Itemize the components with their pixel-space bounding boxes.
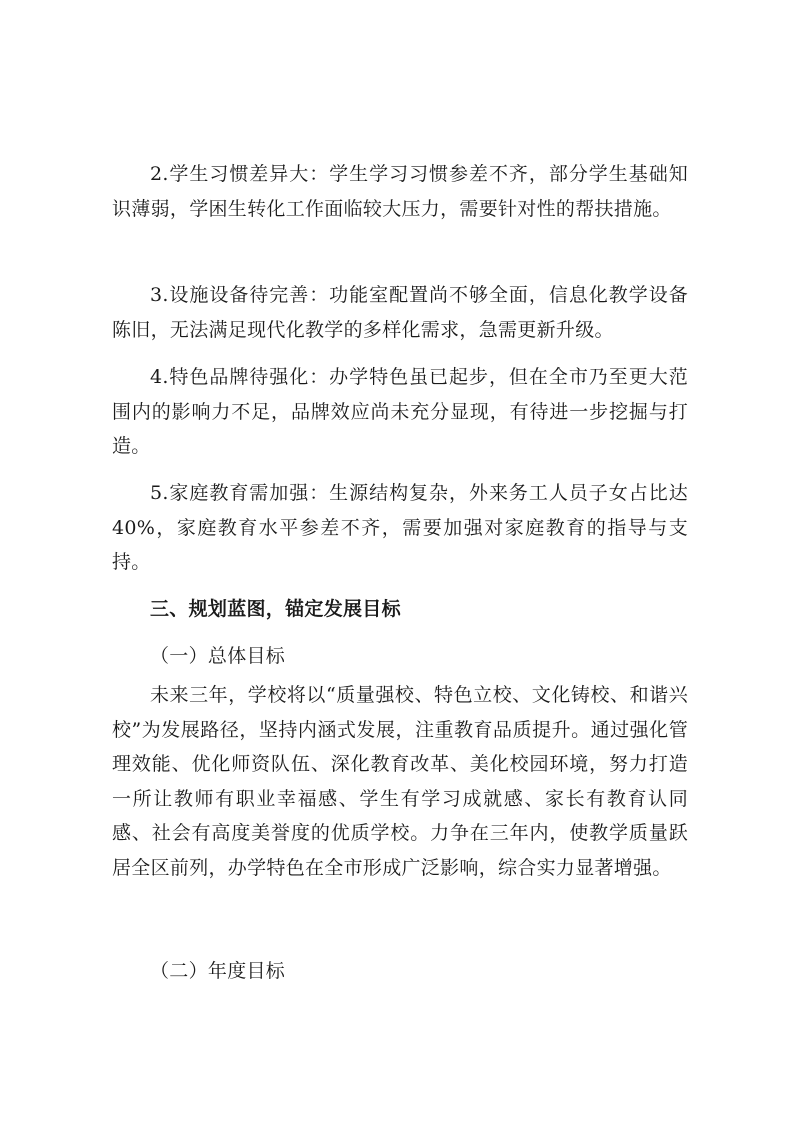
paragraph-brand: 4.特色品牌待强化：办学特色虽已起步，但在全市乃至更大范围内的影响力不足，品牌效应尚未充分显现，有待进一步挖掘与打造。 — [112, 366, 688, 457]
paragraph-facilities: 3.设施设备待完善：功能室配置尚不够全面，信息化教学设备陈旧，无法满足现代化教学的多样化需求，急需更新升级。 — [112, 284, 688, 341]
subheading-overall-goal: （一）总体目标 — [150, 645, 286, 667]
paragraph-student-habits: 2.学生习惯差异大：学生学习习惯参差不齐，部分学生基础知识薄弱，学困生转化工作面临较大压力，需要针对性的帮扶措施。 — [112, 163, 688, 220]
paragraph-family-education: 5.家庭教育需加强：生源结构复杂，外来务工人员子女占比达 40%，家庭教育水平参差不齐，需要加强对家庭教育的指导与支持。 — [112, 482, 688, 573]
section-heading: 三、规划蓝图，锚定发展目标 — [150, 598, 401, 620]
paragraph-overall-goal: 未来三年，学校将以“质量强校、特色立校、文化铸校、和谐兴校”为发展路径，坚持内涵式发展，注重教育品质提升。通过强化管理效能、优化师资队伍、深化教育改革、美化校园环境，努力打造一所让教师有职业幸福感、学生有学习成就感、家长有教育认同感、社会有高度美誉度的优质学校。力争在三年内，使教学质量跃居全区前列，办学特色在全市形成广泛影响，综合实力显著增强。 — [112, 684, 688, 879]
subheading-annual-goal: （二）年度目标 — [150, 960, 286, 982]
